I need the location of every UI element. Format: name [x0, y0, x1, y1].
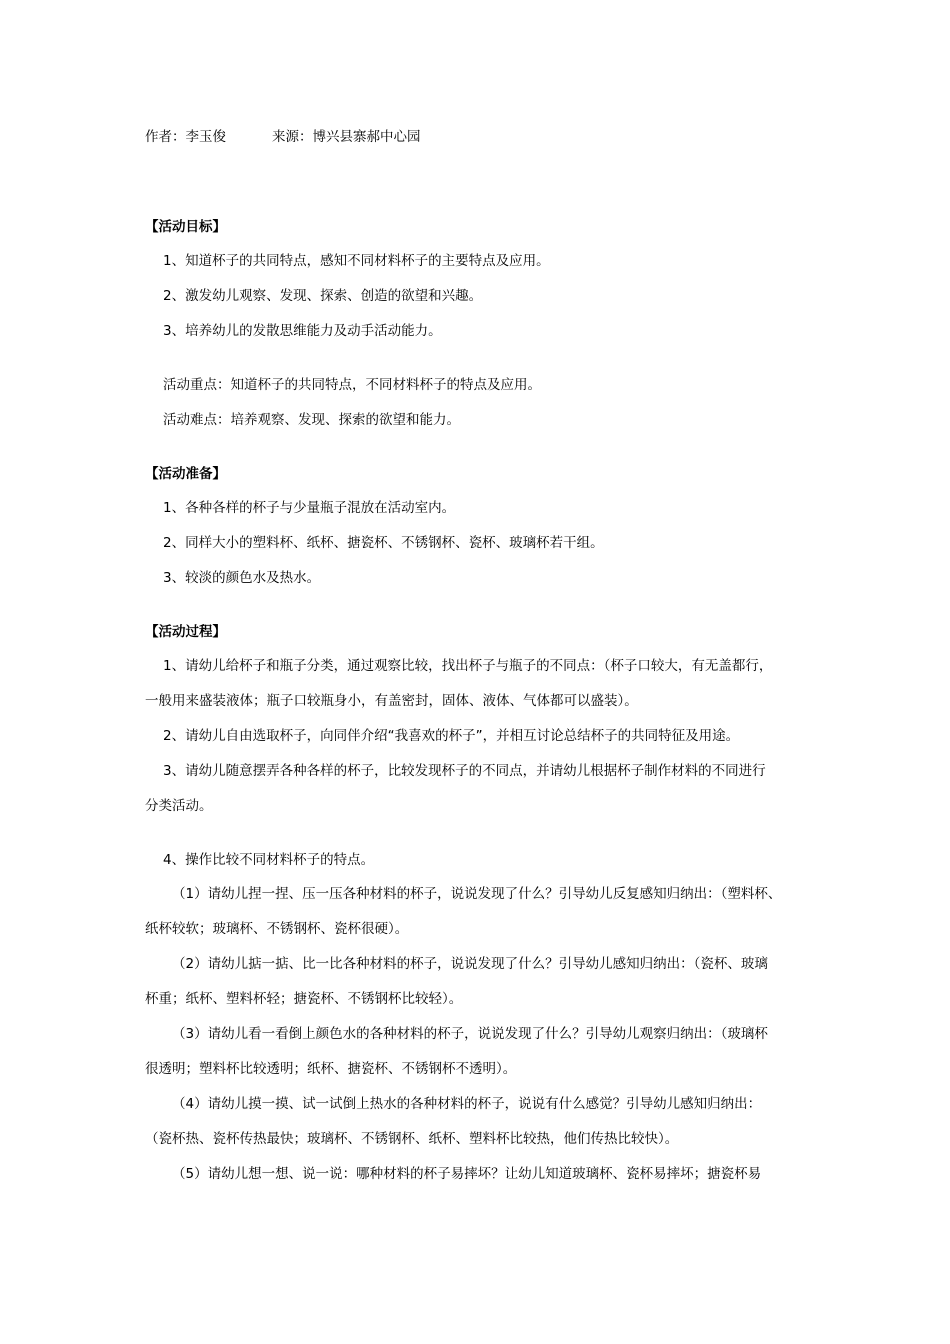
key-point-text: 活动重点：知道杯子的共同特点，不同材料杯子的特点及应用。	[163, 377, 541, 393]
goal-item-3: 3、培养幼儿的发散思维能力及动手活动能力。	[163, 323, 442, 339]
difficulty-text: 活动难点：培养观察、发现、探索的欲望和能力。	[163, 412, 460, 428]
sub-step-1-line-1: （1）请幼儿捏一捏、压一压各种材料的杯子，说说发现了什么？引导幼儿反复感知归纳出：（塑料杯、	[172, 886, 782, 902]
goal-item-1: 1、知道杯子的共同特点，感知不同材料杯子的主要特点及应用。	[163, 253, 550, 269]
sub-step-2-line-1: （2）请幼儿掂一掂、比一比各种材料的杯子，说说发现了什么？引导幼儿感知归纳出：（瓷杯、玻璃	[172, 956, 768, 972]
process-step-1-line-1: 1、请幼儿给杯子和瓶子分类，通过观察比较，找出杯子与瓶子的不同点：（杯子口较大，有无盖都行，	[163, 658, 773, 674]
section-title-goals: 【活动目标】	[145, 219, 226, 235]
section-title-prep: 【活动准备】	[145, 466, 226, 482]
sub-step-1-line-2: 纸杯较软；玻璃杯、不锈钢杯、瓷杯很硬）。	[145, 921, 409, 937]
section-title-process: 【活动过程】	[145, 624, 226, 640]
process-step-4: 4、操作比较不同材料杯子的特点。	[163, 852, 375, 868]
sub-step-3-line-1: （3）请幼儿看一看倒上颜色水的各种材料的杯子，说说发现了什么？引导幼儿观察归纳出：（玻璃杯	[172, 1026, 768, 1042]
author-text: 作者：李玉俊	[145, 129, 226, 145]
process-step-1-line-2: 一般用来盛装液体；瓶子口较瓶身小，有盖密封，固体、液体、气体都可以盛装）。	[145, 693, 638, 709]
process-step-3-line-1: 3、请幼儿随意摆弄各种各样的杯子，比较发现杯子的不同点，并请幼儿根据杯子制作材料的不同进行	[163, 763, 766, 779]
goal-item-2: 2、激发幼儿观察、发现、探索、创造的欲望和兴趣。	[163, 288, 483, 304]
sub-step-4-line-1: （4）请幼儿摸一摸、试一试倒上热水的各种材料的杯子，说说有什么感觉？引导幼儿感知归纳出：	[172, 1096, 762, 1112]
source-text: 来源：博兴县寨郝中心园	[272, 129, 421, 145]
author-source-line	[145, 128, 421, 146]
sub-step-4-line-2: （瓷杯热、瓷杯传热最快；玻璃杯、不锈钢杯、纸杯、塑料杯比较热，他们传热比较快）。	[145, 1131, 679, 1147]
prep-item-2: 2、同样大小的塑料杯、纸杯、搪瓷杯、不锈钢杯、瓷杯、玻璃杯若干组。	[163, 535, 604, 551]
prep-item-3: 3、较淡的颜色水及热水。	[163, 570, 321, 586]
sub-step-2-line-2: 杯重；纸杯、塑料杯轻；搪瓷杯、不锈钢杯比较轻）。	[145, 991, 463, 1007]
process-step-2: 2、请幼儿自由选取杯子，向同伴介绍“我喜欢的杯子”，并相互讨论总结杯子的共同特征及用途。	[163, 728, 740, 744]
process-step-3-line-2: 分类活动。	[145, 798, 213, 814]
prep-item-1: 1、各种各样的杯子与少量瓶子混放在活动室内。	[163, 500, 456, 516]
sub-step-5-line-1: （5）请幼儿想一想、说一说：哪种材料的杯子易摔坏？让幼儿知道玻璃杯、瓷杯易摔坏；搪瓷杯易	[172, 1166, 762, 1182]
sub-step-3-line-2: 很透明；塑料杯比较透明；纸杯、搪瓷杯、不锈钢杯不透明）。	[145, 1061, 517, 1077]
